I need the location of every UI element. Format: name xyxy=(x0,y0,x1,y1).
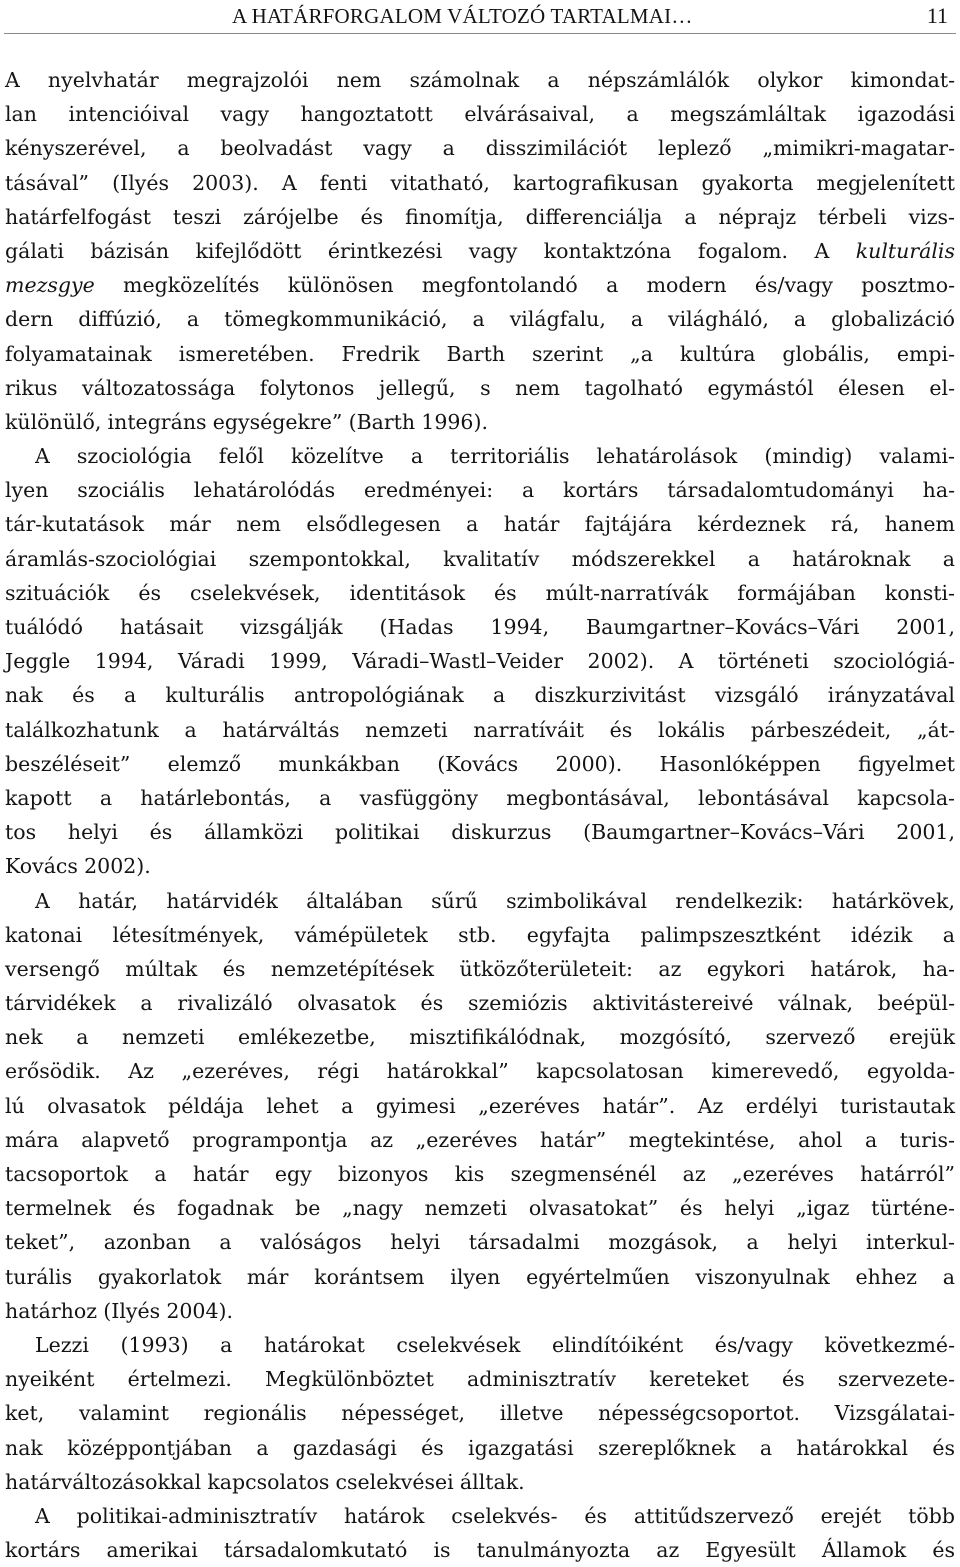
text-line: erősödik. Az „ezeréves, régi határokkal” kapcsolatosan kimerevedő, egyolda- xyxy=(5,1059,955,1084)
text-line: tacsoportok a határ egy bizonyos kis szegmensénél az „ezeréves határról” xyxy=(5,1162,955,1186)
text-line: nyeiként értelmezi. Megkülönböztet adminisztratív kereteket és szervezete- xyxy=(5,1367,955,1392)
text-line: A szociológia felől közelítve a territoriális lehatárolások (mindig) valami- xyxy=(35,444,955,469)
text-line: különülő, integráns egységekre” (Barth 1996). xyxy=(5,409,488,434)
paragraph-1 xyxy=(5,63,955,439)
text-line: mára alapvető programpontja az „ezeréves határ” megtekintése, ahol a turis- xyxy=(5,1127,955,1152)
page-number: 11 xyxy=(926,3,948,28)
text-line: A politikai-adminisztratív határok cselekvés- és attitűdszervező erejét több xyxy=(35,1503,955,1528)
text-line: folyamatainak ismeretében. Fredrik Barth szerint „a kultúra globális, empi- xyxy=(5,341,955,366)
paragraph-5 xyxy=(5,1499,955,1567)
text-line: teket”, azonban a valóságos helyi társadalmi mozgások, a helyi interkul- xyxy=(5,1230,955,1255)
text-line: nak és a kulturális antropológiának a diszkurzivitást vizsgáló irányzatával xyxy=(5,683,955,708)
text-line: áramlás-szociológiai szempontokkal, kvalitatív módszerekkel a határoknak a xyxy=(5,546,955,571)
paragraph-3 xyxy=(5,884,955,1328)
text-line: határváltozásokkal kapcsolatos cselekvései álltak. xyxy=(5,1469,525,1494)
text-line-mixed xyxy=(5,234,955,268)
text-line: kényszerével, a beolvadást vagy a disszimilációt leplező „mimikri-magatar- xyxy=(5,136,955,161)
text-line: tos helyi és államközi politikai diskurzus (Baumgartner–Kovács–Vári 2001, xyxy=(5,820,955,845)
text-line: beszéléseit” elemző munkákban (Kovács 2000). Hasonlóképpen figyelmet xyxy=(5,751,955,776)
text-line: ket, valamint regionális népességet, illetve népességcsoportot. Vizsgálatai- xyxy=(5,1401,955,1426)
text-line: nak középpontjában a gazdasági és igazgatási szereplőknek a határokkal és xyxy=(5,1435,955,1460)
text-line: tár-kutatások már nem elsődlegesen a határ fajtájára kérdeznek rá, hanem xyxy=(5,512,955,537)
text-line: Kovács 2002). xyxy=(5,854,151,879)
body-text xyxy=(5,63,955,1567)
text-line: lyen szociális lehatárolódás eredményei: a kortárs társadalomtudományi ha- xyxy=(5,478,955,503)
text-line: szituációk és cselekvések, identitások és múlt-narratívák formájában konsti- xyxy=(5,580,955,605)
text-line-mixed xyxy=(5,268,955,302)
text-line: tuálódó hatásait vizsgálják (Hadas 1994, Baumgartner–Kovács–Vári 2001, xyxy=(5,615,955,639)
text-line: lú olvasatok példája lehet a gyimesi „ezeréves határ”. Az erdélyi turistautak xyxy=(5,1093,955,1118)
running-title: A HATÁRFORGALOM VÁLTOZÓ TARTALMAI… xyxy=(232,4,693,28)
text-line: határfelfogást teszi zárójelbe és finomítja, differenciálja a néprajz térbeli vizs- xyxy=(5,204,955,229)
text-line: A határ, határvidék általában sűrű szimbolikával rendelkezik: határkövek, xyxy=(35,888,955,913)
text-line: nek a nemzeti emlékezetbe, misztifikálódnak, mozgósító, szervező erejük xyxy=(5,1025,955,1050)
text-line: Jeggle 1994, Váradi 1999, Váradi–Wastl–Veider 2002). A történeti szociológiá- xyxy=(5,649,955,674)
running-header xyxy=(4,2,956,34)
text-line: versengő múltak és nemzetépítések ütközőterületeit: az egykori határok, ha- xyxy=(5,956,955,981)
text-line: határhoz (Ilyés 2004). xyxy=(5,1298,234,1323)
text-line: kortárs amerikai társadalomkutató is tanulmányozta az Egyesült Államok és xyxy=(5,1538,955,1563)
text-line: termelnek és fogadnak be „nagy nemzeti olvasatokat” és helyi „igaz türténe- xyxy=(5,1196,955,1221)
italic-term: mezsgye xyxy=(5,273,95,298)
text-line: turális gyakorlatok már korántsem ilyen egyértelműen viszonyulnak ehhez a xyxy=(5,1264,955,1289)
text-line: dern diffúzió, a tömegkommunikáció, a világfalu, a világháló, a globalizáció xyxy=(5,307,955,332)
text-line: lan intencióival vagy hangoztatott elvárásaival, a megszámláltak igazodási xyxy=(5,102,955,127)
text-line: rikus változatossága folytonos jellegű, s nem tagolható egymástól élesen el- xyxy=(5,375,955,400)
text-line: találkozhatunk a határváltás nemzeti narratíváit és lokális párbeszédeit, „át- xyxy=(5,717,955,742)
text-line: kapott a határlebontás, a vasfüggöny megbontásával, lebontásával kapcsola- xyxy=(5,785,955,810)
text-line: A nyelvhatár megrajzolói nem számolnak a népszámlálók olykor kimondat- xyxy=(5,68,955,92)
paragraph-2 xyxy=(5,439,955,883)
text-line: Lezzi (1993) a határokat cselekvések elindítóiként és/vagy következmé- xyxy=(35,1332,955,1357)
italic-term: kulturális xyxy=(855,238,955,263)
paragraph-4 xyxy=(5,1328,955,1499)
text-line: katonai létesítmények, vámépületek stb. egyfajta palimpszesztként idézik a xyxy=(5,922,955,947)
text-line: tásával” (Ilyés 2003). A fenti vitatható, kartografikusan gyakorta megjelenített xyxy=(5,170,955,195)
text-segment: gálati bázisán kifejlődött érintkezési vagy kontaktzóna fogalom. A xyxy=(5,238,856,263)
text-line: tárvidékek a rivalizáló olvasatok és szemiózis aktivitástereivé válnak, beépül- xyxy=(5,991,955,1016)
text-segment: megközelítés különösen megfontolandó a modern és/vagy posztmo- xyxy=(94,273,955,298)
